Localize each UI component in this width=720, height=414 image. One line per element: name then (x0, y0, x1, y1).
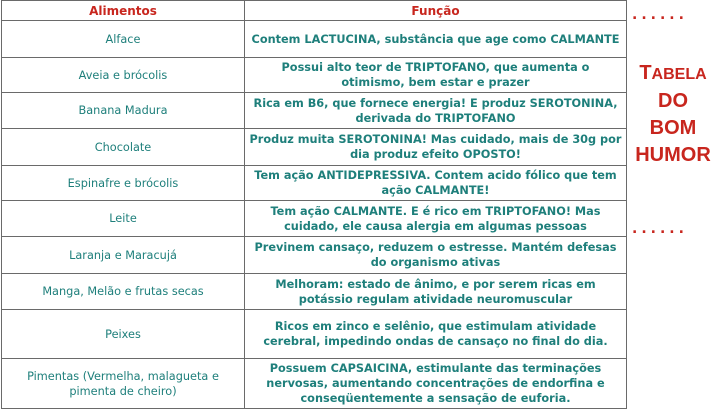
function-cell: Possui alto teor de TRIPTOFANO, que aumenta o otimismo, bem estar e prazer (245, 58, 627, 93)
title-rest: ABELA (651, 66, 707, 83)
function-cell: Rica em B6, que fornece energia! E produz SEROTONINA, derivada do TRIPTOFANO (245, 93, 627, 129)
function-cell: Previnem cansaço, reduzem o estresse. Mantém defesas do organismo ativas (245, 237, 627, 274)
title-initial: T (639, 62, 652, 84)
dots-bottom: ...... (632, 221, 688, 237)
food-cell: Leite (2, 201, 245, 237)
title-line-2: DO (658, 90, 688, 112)
title-line-4: HUMOR (635, 144, 711, 166)
table-row (2, 310, 627, 359)
mood-food-table (1, 0, 627, 409)
table-row (2, 93, 627, 129)
table-row (2, 201, 627, 237)
header-alimentos: Alimentos (2, 1, 245, 21)
food-cell: Laranja e Maracujá (2, 237, 245, 274)
function-cell: Produz muita SEROTONINA! Mas cuidado, mais de 30g por dia produz efeito OPOSTO! (245, 129, 627, 166)
header-funcao: Função (245, 1, 627, 21)
food-cell: Peixes (2, 310, 245, 359)
dots-top: ...... (632, 7, 688, 23)
table-row (2, 58, 627, 93)
table-row (2, 237, 627, 274)
table-row (2, 166, 627, 201)
title-line-3: BOM (649, 117, 697, 139)
food-cell: Banana Madura (2, 93, 245, 129)
food-cell: Chocolate (2, 129, 245, 166)
food-cell: Alface (2, 21, 245, 58)
side-title (626, 60, 720, 169)
function-cell: Possuem CAPSAICINA, estimulante das terminações nervosas, aumentando concentrações de endorfina e conseqüentemente a sensação de euforia. (245, 359, 627, 409)
table-row (2, 359, 627, 409)
food-cell: Pimentas (Vermelha, malagueta e pimenta de cheiro) (2, 359, 245, 409)
function-cell: Tem ação CALMANTE. E é rico em TRIPTOFANO! Mas cuidado, ele causa alergia em algumas pessoas (245, 201, 627, 237)
food-cell: Aveia e brócolis (2, 58, 245, 93)
table-row (2, 129, 627, 166)
function-cell: Melhoram: estado de ânimo, e por serem ricas em potássio regulam atividade neuromuscular (245, 274, 627, 310)
title-line-1 (626, 60, 720, 88)
function-cell: Contem LACTUCINA, substância que age como CALMANTE (245, 21, 627, 58)
function-cell: Tem ação ANTIDEPRESSIVA. Contem acido fólico que tem ação CALMANTE! (245, 166, 627, 201)
food-cell: Espinafre e brócolis (2, 166, 245, 201)
function-cell: Ricos em zinco e selênio, que estimulam atividade cerebral, impedindo ondas de cansaço no final do dia. (245, 310, 627, 359)
food-cell: Manga, Melão e frutas secas (2, 274, 245, 310)
table-row (2, 274, 627, 310)
table-header-row (2, 1, 627, 21)
table-row (2, 21, 627, 58)
